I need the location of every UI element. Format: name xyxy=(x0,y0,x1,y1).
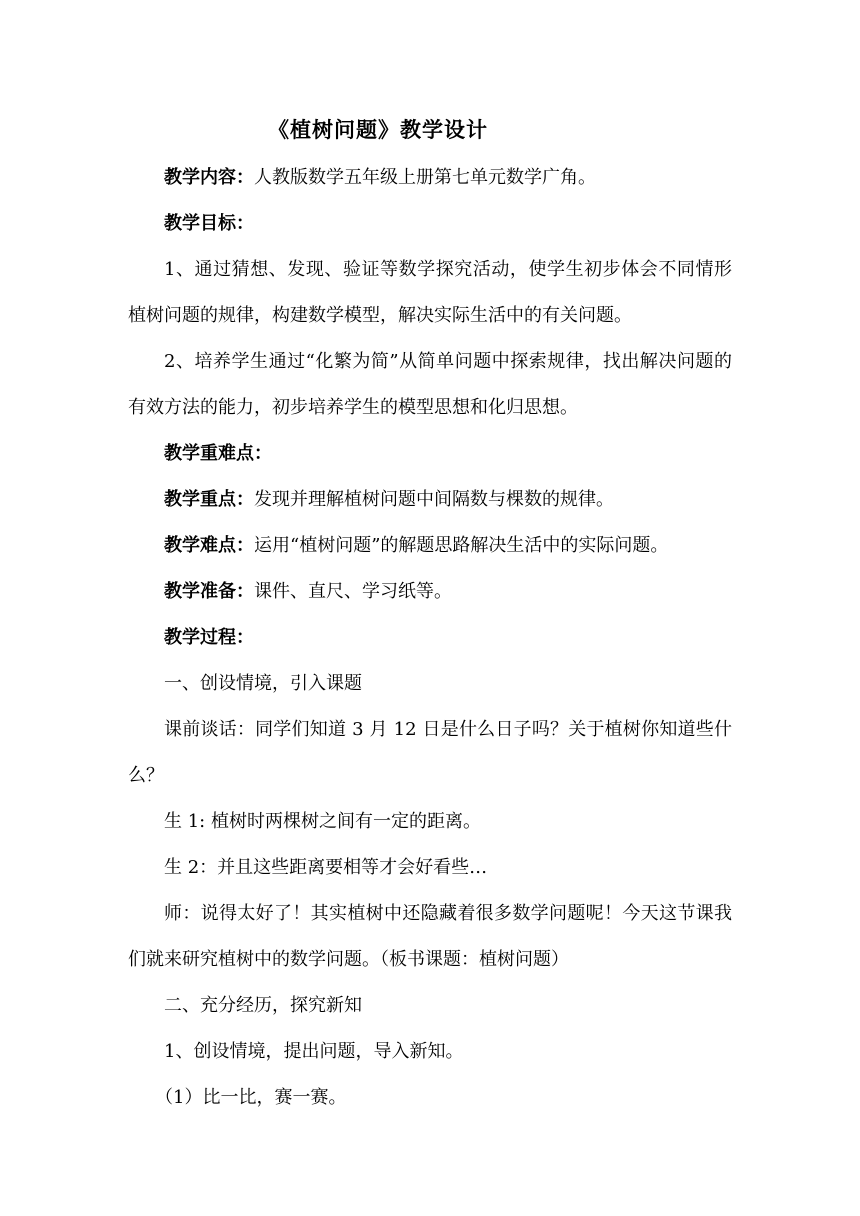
objective-1: 1、通过猜想、发现、验证等数学探究活动，使学生初步体会不同情形植树问题的规律，构建数学模型，解决实际生活中的有关问题。 xyxy=(128,259,732,326)
teacher-paragraph: 师：说得太好了！其实植树中还隐藏着很多数学问题呢！今天这节课我们就来研究植树中的数学问题。（板书课题：植树问题） xyxy=(128,903,732,970)
intro-talk-paragraph: 课前谈话：同学们知道 3 月 12 日是什么日子吗？关于植树你知道些什么？ xyxy=(128,719,732,786)
section-2-heading: 二、充分经历，探究新知 xyxy=(164,995,362,1016)
objectives-heading: 教学目标： xyxy=(164,213,254,234)
key-points-heading: 教学重难点： xyxy=(164,443,272,464)
teaching-content-label: 教学内容： xyxy=(164,167,254,188)
document-title: 《植树问题》教学设计 xyxy=(268,117,488,142)
key-point-label: 教学重点： xyxy=(164,489,254,510)
student-1-line: 生 1: 植树时两棵树之间有一定的距离。 xyxy=(164,811,481,832)
key-point-paragraph xyxy=(128,477,732,523)
section-1-heading: 一、创设情境，引入课题 xyxy=(164,673,362,694)
step-1-sub-line: （1）比一比，赛一赛。 xyxy=(155,1087,347,1108)
preparation-label: 教学准备： xyxy=(164,581,254,602)
difficulty-label: 教学难点： xyxy=(164,535,254,556)
preparation-text: 课件、直尺、学习纸等。 xyxy=(254,581,452,602)
step-1-line: 1、创设情境，提出问题，导入新知。 xyxy=(164,1041,464,1062)
difficulty-paragraph xyxy=(128,523,732,569)
objective-2: 2、培养学生通过“化繁为简”从简单问题中探索规律，找出解决问题的有效方法的能力，初步培养学生的模型思想和化归思想。 xyxy=(128,351,732,418)
process-heading: 教学过程： xyxy=(164,627,254,648)
preparation-paragraph xyxy=(128,569,732,615)
document-body xyxy=(128,155,732,1121)
teaching-content-text: 人教版数学五年级上册第七单元数学广角。 xyxy=(254,167,596,188)
difficulty-text: 运用“植树问题”的解题思路解决生活中的实际问题。 xyxy=(254,535,669,556)
teaching-content-paragraph xyxy=(128,155,732,201)
key-point-text: 发现并理解植树问题中间隔数与棵数的规律。 xyxy=(254,489,614,510)
student-2-line: 生 2：并且这些距离要相等才会好看些… xyxy=(164,857,488,878)
